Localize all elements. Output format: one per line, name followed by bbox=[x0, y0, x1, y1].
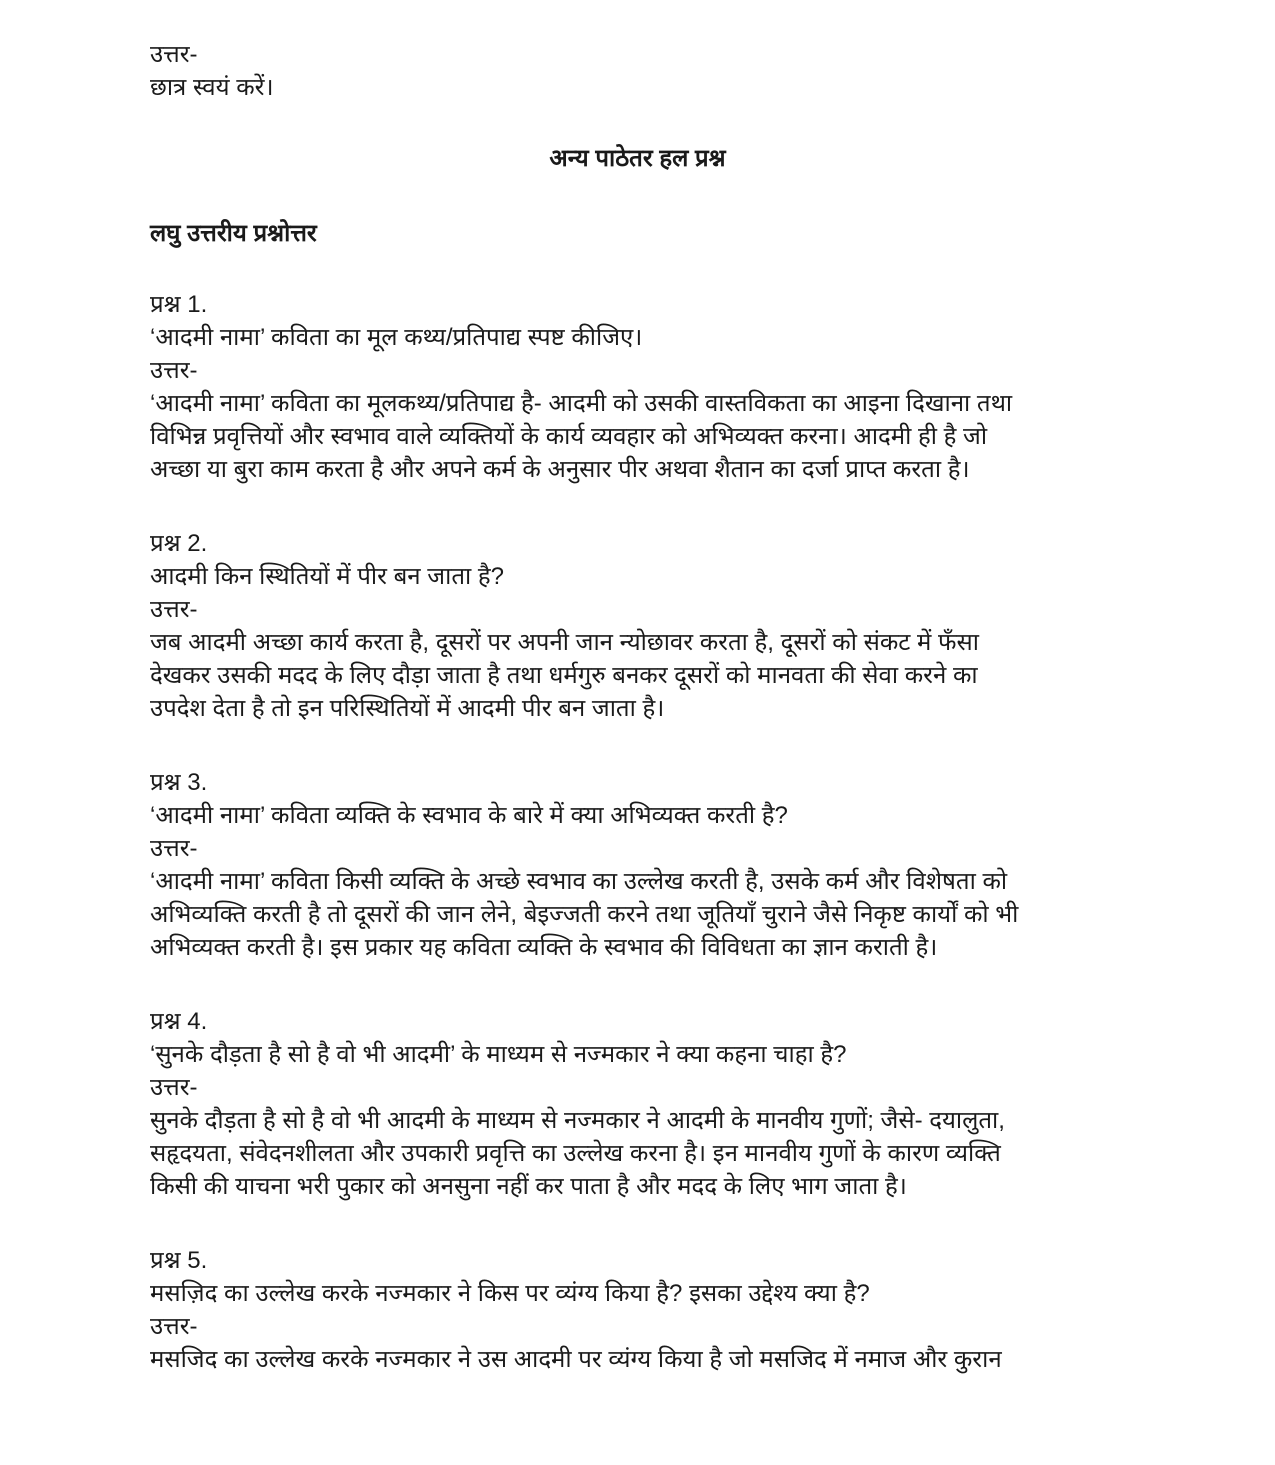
question-block bbox=[150, 1244, 1125, 1376]
answer-line: विभिन्न प्रवृत्तियों और स्वभाव वाले व्यक्तियों के कार्य व्यवहार को अभिव्यक्त करना। आदमी ही है जो bbox=[150, 423, 988, 450]
question-block bbox=[150, 1005, 1125, 1203]
question-number: प्रश्न 4. bbox=[150, 1008, 208, 1035]
question-number: प्रश्न 5. bbox=[150, 1247, 208, 1274]
answer-line: किसी की याचना भरी पुकार को अनसुना नहीं कर पाता है और मदद के लिए भाग जाता है। bbox=[150, 1173, 907, 1200]
question-text: ‘आदमी नामा’ कविता का मूल कथ्य/प्रतिपाद्य स्पष्ट कीजिए। bbox=[150, 324, 643, 351]
question-block bbox=[150, 527, 1125, 725]
answer-line: ‘आदमी नामा’ कविता किसी व्यक्ति के अच्छे स्वभाव का उल्लेख करती है, उसके कर्म और विशेषता को bbox=[150, 868, 1008, 895]
question-list bbox=[150, 288, 1125, 1376]
answer-line: देखकर उसकी मदद के लिए दौड़ा जाता है तथा धर्मगुरु बनकर दूसरों को मानवता की सेवा करने का bbox=[150, 662, 978, 689]
answer-label: उत्तर- bbox=[150, 1313, 198, 1340]
intro-answer-label: उत्तर- bbox=[150, 41, 198, 68]
question-text: मसज़िद का उल्लेख करके नज्मकार ने किस पर व्यंग्य किया है? इसका उद्देश्य क्या है? bbox=[150, 1280, 870, 1307]
question-number: प्रश्न 1. bbox=[150, 291, 208, 318]
section-subheading: लघु उत्तरीय प्रश्नोत्तर bbox=[150, 220, 317, 247]
answer-line: सहृदयता, संवेदनशीलता और उपकारी प्रवृत्ति का उल्लेख करना है। इन मानवीय गुणों के कारण व्यक्ति bbox=[150, 1140, 1001, 1167]
answer-label: उत्तर- bbox=[150, 596, 198, 623]
question-number: प्रश्न 2. bbox=[150, 530, 208, 557]
answer-label: उत्तर- bbox=[150, 357, 198, 384]
question-text: ‘आदमी नामा’ कविता व्यक्ति के स्वभाव के बारे में क्या अभिव्यक्त करती है? bbox=[150, 802, 788, 829]
document-page bbox=[150, 38, 1125, 1417]
answer-line: सुनके दौड़ता है सो है वो भी आदमी के माध्यम से नज्मकार ने आदमी के मानवीय गुणों; जैसे- दयालुता, bbox=[150, 1107, 1005, 1134]
answer-line: उपदेश देता है तो इन परिस्थितियों में आदमी पीर बन जाता है। bbox=[150, 695, 665, 722]
answer-line: अभिव्यक्ति करती है तो दूसरों की जान लेने, बेइज्जती करने तथा जूतियाँ चुराने जैसे निकृष्ट कार्यों को भी bbox=[150, 901, 1019, 928]
answer-line: जब आदमी अच्छा कार्य करता है, दूसरों पर अपनी जान न्योछावर करता है, दूसरों को संकट में फँसा bbox=[150, 629, 980, 656]
question-block bbox=[150, 288, 1125, 486]
answer-line: मसजिद का उल्लेख करके नज्मकार ने उस आदमी पर व्यंग्य किया है जो मसजिद में नमाज और कुरान bbox=[150, 1346, 1002, 1373]
question-text: आदमी किन स्थितियों में पीर बन जाता है? bbox=[150, 563, 504, 590]
answer-line: अच्छा या बुरा काम करता है और अपने कर्म के अनुसार पीर अथवा शैतान का दर्जा प्राप्त करता है। bbox=[150, 456, 970, 483]
question-number: प्रश्न 3. bbox=[150, 769, 208, 796]
question-block bbox=[150, 766, 1125, 964]
answer-line: ‘आदमी नामा’ कविता का मूलकथ्य/प्रतिपाद्य है- आदमी को उसकी वास्तविकता का आइना दिखाना तथा bbox=[150, 390, 1013, 417]
answer-label: उत्तर- bbox=[150, 835, 198, 862]
section-heading: अन्य पाठेतर हल प्रश्न bbox=[549, 145, 726, 172]
question-text: ‘सुनके दौड़ता है सो है वो भी आदमी’ के माध्यम से नज्मकार ने क्या कहना चाहा है? bbox=[150, 1041, 847, 1068]
answer-line: अभिव्यक्त करती है। इस प्रकार यह कविता व्यक्ति के स्वभाव की विविधता का ज्ञान कराती है। bbox=[150, 934, 938, 961]
intro-answer-text: छात्र स्वयं करें। bbox=[150, 74, 274, 101]
answer-label: उत्तर- bbox=[150, 1074, 198, 1101]
